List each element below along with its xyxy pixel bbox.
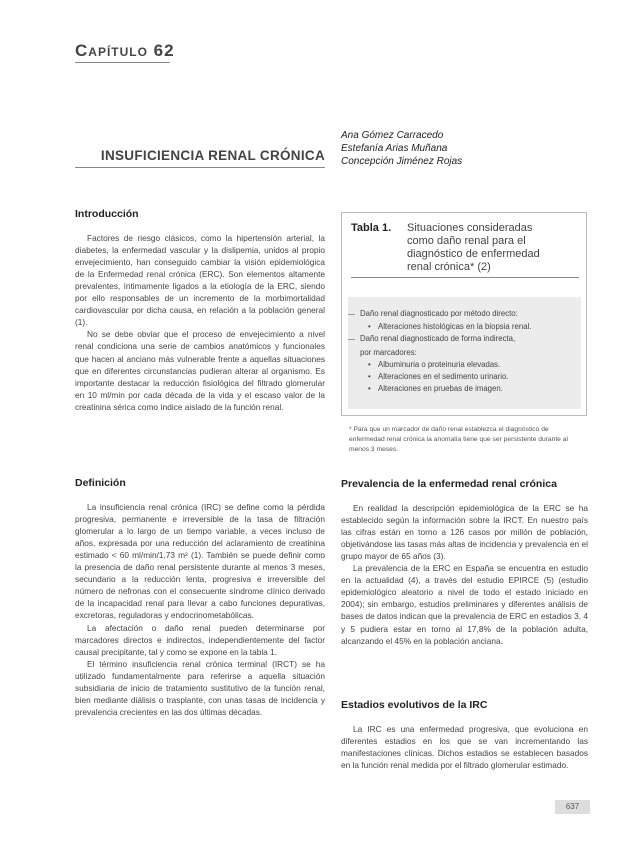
paragraph: La afectación o daño renal pueden determinarse por marcadores directos e indirectos, independientemente del factor causal precipitante, tal y como se expone en la tabla 1. bbox=[75, 622, 325, 657]
section-heading: Definición bbox=[75, 477, 126, 489]
table-row: por marcadores: bbox=[360, 347, 417, 357]
paragraph: Factores de riesgo clásicos, como la hipertensión arterial, la diabetes, la enfermedad vascular y la dislipemia, unidos al propio envejecimiento, han conseguido cambiar la visión epidemiológica de la Enfermedad renal crónica (ERC). Son elementos altamente prevalentes, íntimamente ligados a la etiología de la ERC, siendo por ello responsables de un incremento de la morbimortalidad cardiovascular por dicha causa, en relación a la población general (1). bbox=[75, 233, 325, 328]
paragraph: No se debe obviar que el proceso de envejecimiento a nivel renal condiciona una serie de cambios anatómicos y funcionales que hacen al anciano más vulnerable frente a aquellas situaciones que en diferentes circunstancias pudieran alterar al organismo. Es importante destacar la reducción fisiológica del filtrado glomerular en 10 ml/min por cada década de la vida y el escaso valor de la creatinina sérica como índice aislado de la función renal. bbox=[75, 329, 325, 412]
section-heading: Prevalencia de la enfermedad renal crónica bbox=[341, 478, 557, 490]
page-number: 637 bbox=[555, 800, 590, 814]
paragraph: La prevalencia de la ERC en España se encuentra en estudio en la actualidad (4), a través del estudio EPIRCE (5) (estudio epidemiológico aleatorio a nivel de todo el estado iniciado en 2004); sin embargo, estudios preliminares y diferentes análisis de bases de datos indican que la prevalencia de ERC en estadios 3, 4 y 5 pudiera estar en torno al 17,8% de la población adulta, alcanzando el 45% en la población anciana. bbox=[341, 563, 588, 646]
section-introduccion bbox=[75, 208, 325, 413]
section-heading: Introducción bbox=[75, 208, 139, 220]
author: Concepción Jiménez Rojas bbox=[341, 156, 463, 167]
author: Ana Gómez Carracedo bbox=[341, 130, 444, 141]
paragraph: En realidad la descripción epidemiológica de la ERC se ha establecido según la información sobre la IRCT. En nuestro país las cifras están en torno a 126 casos por millón de población, objetivándose las tasas más altas de incidencia y prevalencia en el grupo mayor de 65 años (3). bbox=[341, 503, 588, 562]
table-caption: Situaciones consideradas como daño renal para el diagnóstico de enfermedad renal crónica* (2) bbox=[407, 222, 540, 273]
table-row: — Daño renal diagnosticado por método directo: bbox=[348, 308, 581, 321]
author: Estefanía Arias Muñana bbox=[341, 143, 448, 154]
chapter-number: Capítulo 62 bbox=[75, 41, 170, 63]
section-prevalencia bbox=[341, 478, 588, 647]
paragraph: El término insuficiencia renal crónica terminal (IRCT) se ha utilizado fundamentalmente para referirse a aquella situación subsidiaria de inicio de tratamiento sustitutivo de la función renal, bien mediante diálisis o trasplante, con unas tasas de incidencia y prevalencia crecientes en las dos últimas décadas. bbox=[75, 658, 325, 717]
table-header bbox=[351, 222, 579, 278]
table-1 bbox=[341, 212, 587, 416]
table-row: • Alteraciones en el sedimento urinario. bbox=[348, 371, 581, 383]
table-body bbox=[348, 297, 581, 409]
chapter-title: INSUFICIENCIA RENAL CRÓNICA bbox=[75, 148, 325, 168]
table-row: • Albuminuria o proteinuria elevadas. bbox=[348, 359, 581, 371]
section-definicion bbox=[75, 477, 325, 718]
table-footnote: * Para que un marcador de daño renal establezca el diagnóstico de enfermedad renal crónica la anomalía tiene que ser persistente durante al menos 3 meses. bbox=[349, 426, 568, 454]
table-row: • Alteraciones en pruebas de imagen. bbox=[348, 383, 581, 395]
paragraph: La IRC es una enfermedad progresiva, que evoluciona en diferentes estadios en los que se van incrementando las manifestaciones clínicas. Dichos estadios se establecen basados en la función renal medida por el filtrado glomerular estimado. bbox=[341, 724, 588, 771]
table-label: Tabla 1. bbox=[351, 222, 392, 234]
table-row: — Daño renal diagnosticado de forma indirecta, bbox=[348, 333, 581, 346]
section-estadios bbox=[341, 699, 588, 771]
paragraph: La insuficiencia renal crónica (IRC) se define como la pérdida progresiva, permanente e irreversible de la tasa de filtración glomerular a lo largo de un tiempo variable, a veces incluso de años, expresada por una reducción del aclaramiento de creatinina estimado < 60 ml/min/1,73 m² (1). También se puede definir como la presencia de daño renal persistente durante al menos 3 meses, secundario a la reducción lenta, progresiva e irreversible del número de nefronas con el consecuente síndrome clínico derivado de la incapacidad renal para llevar a cabo funciones depurativas, excretoras, reguladoras y endocrinometabólicas. bbox=[75, 502, 325, 621]
authors bbox=[341, 129, 462, 168]
table-row: • Alteraciones histológicas en la biopsia renal. bbox=[348, 321, 581, 333]
section-heading: Estadios evolutivos de la IRC bbox=[341, 699, 488, 711]
